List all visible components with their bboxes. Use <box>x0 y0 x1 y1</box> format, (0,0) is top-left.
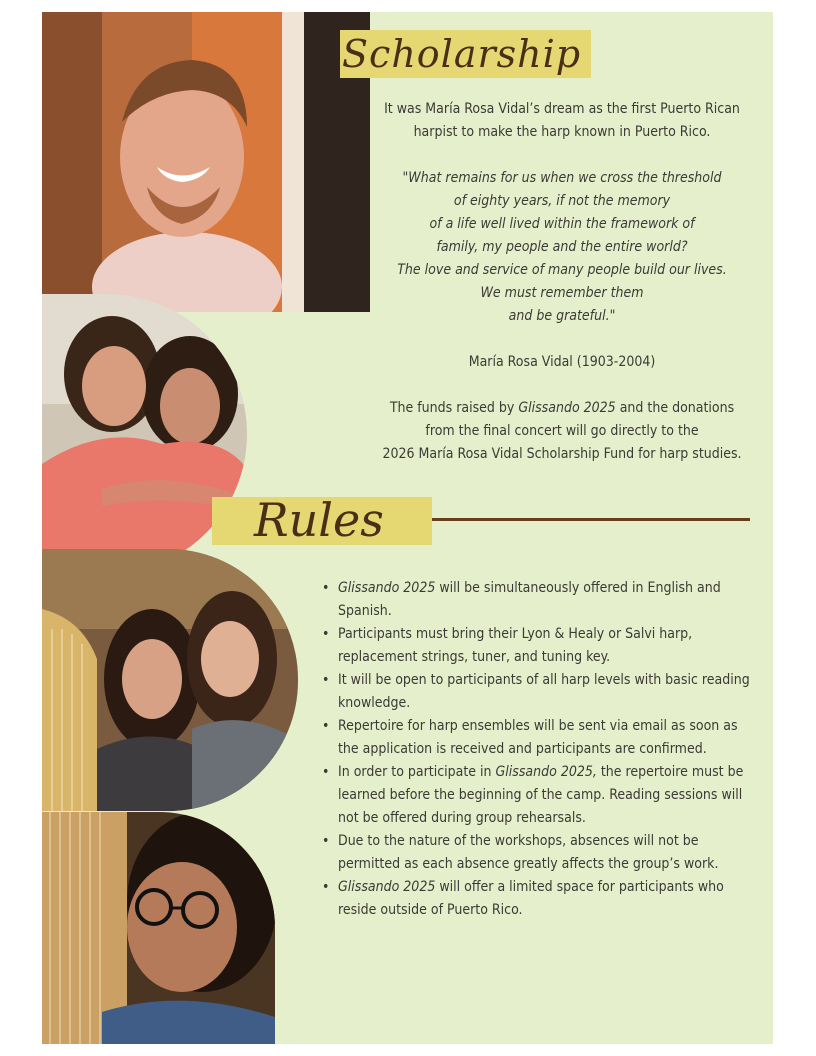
quote-line: of eighty years, if not the memory <box>453 193 671 209</box>
quote-line: family, my people and the entire world? <box>436 239 688 255</box>
funds-text: and the donations <box>615 400 735 416</box>
funds-line-1 <box>372 397 752 420</box>
intro-line-2: harpist to make the harp known in Puerto Rico. <box>413 124 711 140</box>
photo-two-girls-with-harp <box>42 549 298 811</box>
rule-item <box>338 623 758 669</box>
rules-title: Rules <box>254 493 384 547</box>
event-name: Glissando 2025, <box>495 764 597 780</box>
quote-line: and be grateful." <box>508 308 616 324</box>
rule-item <box>338 876 758 922</box>
quote-line: The love and service of many people build our lives. <box>397 262 727 278</box>
rule-text: It will be open to participants of all harp levels with basic reading knowledge. <box>338 672 750 711</box>
rules-list <box>322 577 758 922</box>
rules-divider <box>432 518 750 521</box>
photo-woman-with-glasses-harp <box>42 812 275 1044</box>
rule-text: Participants must bring their Lyon & Healy or Salvi harp, replacement strings, tuner, and tuning key. <box>338 626 693 665</box>
rule-text: will offer a limited space for participants who reside outside of Puerto Rico. <box>338 879 724 918</box>
rule-item <box>338 830 758 876</box>
rule-text: the repertoire must be learned before the beginning of the camp. Reading sessions will not be offered during group rehearsals. <box>338 764 744 826</box>
rule-text: Due to the nature of the workshops, absences will not be permitted as each absence greatly affects the group’s work. <box>338 833 719 872</box>
rule-text: In order to participate in <box>338 764 496 780</box>
funds-line-2: from the final concert will go directly to the <box>425 423 699 439</box>
intro-line-1: It was María Rosa Vidal’s dream as the first Puerto Rican <box>384 101 740 117</box>
funds-line-3: 2026 María Rosa Vidal Scholarship Fund for harp studies. <box>382 446 742 462</box>
flyer-page <box>42 12 773 1044</box>
event-name: Glissando 2025 <box>518 400 616 416</box>
quote-line: of a life well lived within the framework of <box>429 216 695 232</box>
funds-text: The funds raised by <box>389 400 519 416</box>
rule-item <box>338 669 758 715</box>
quote-line: "What remains for us when we cross the threshold <box>402 170 722 186</box>
event-name: Glissando 2025 <box>338 879 436 895</box>
rule-item <box>338 715 758 761</box>
rule-item <box>338 577 758 623</box>
rule-item <box>338 761 758 830</box>
scholarship-title: Scholarship <box>340 30 591 78</box>
quote-line: We must remember them <box>480 285 644 301</box>
vidal-quote <box>372 167 752 328</box>
photo-smiling-man <box>42 12 370 312</box>
quote-attribution: María Rosa Vidal (1903-2004) <box>468 354 656 370</box>
scholarship-text <box>372 98 752 466</box>
event-name: Glissando 2025 <box>338 580 436 596</box>
rule-text: will be simultaneously offered in English and Spanish. <box>338 580 721 619</box>
rule-text: Repertoire for harp ensembles will be sent via email as soon as the application is received and participants are confirmed. <box>338 718 738 757</box>
